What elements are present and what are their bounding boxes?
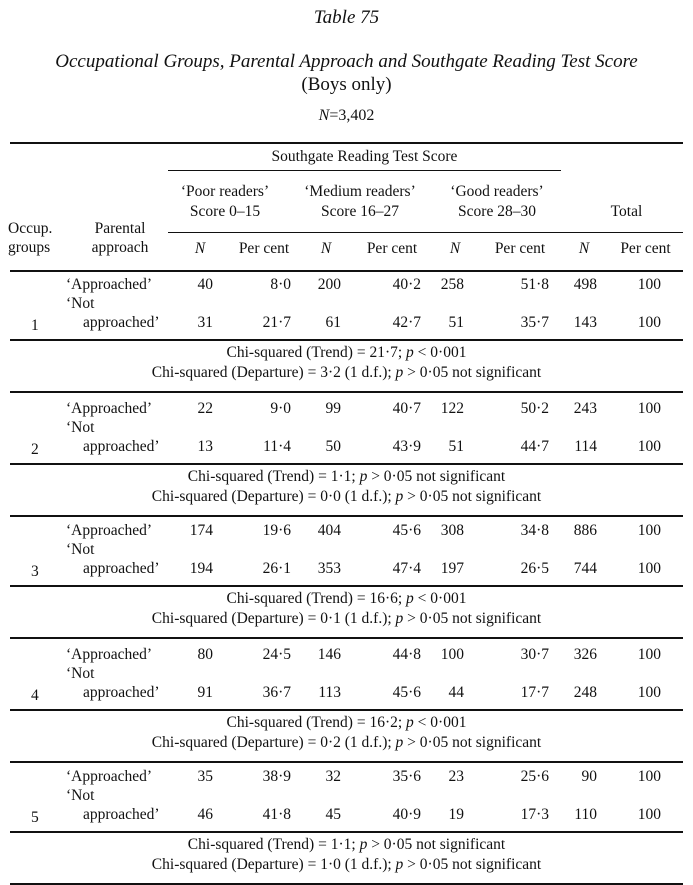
table-cell: 326 xyxy=(573,646,597,663)
table-cell: 99 xyxy=(325,400,341,417)
table-cell: 40·9 xyxy=(392,806,421,823)
table-cell: 41·8 xyxy=(262,806,291,823)
group-bottom-rule xyxy=(10,709,683,711)
table-cell: 143 xyxy=(573,314,597,331)
table-cell: 35·7 xyxy=(520,314,549,331)
table-cell: 24·5 xyxy=(262,646,291,663)
chi-squared-trend: Chi-squared (Trend) = 1·1; p > 0·05 not significant xyxy=(187,836,506,853)
header-total: Total xyxy=(610,203,643,220)
table-cell: 114 xyxy=(574,438,597,455)
chi-squared-departure: Chi-squared (Departure) = 1·0 (1 d.f.); p > 0·05 not significant xyxy=(151,856,542,873)
header-groups: groups xyxy=(8,239,51,256)
not-approached-label: ‘Not xyxy=(66,665,95,682)
table-cell: 23 xyxy=(448,768,464,785)
header-poor-n: N xyxy=(194,240,206,257)
table-cell: 40·2 xyxy=(392,276,421,293)
not-approached-label-cont: approached’ xyxy=(83,684,160,701)
table-cell: 45 xyxy=(325,806,341,823)
table-cell: 100 xyxy=(637,560,661,577)
table-cell: 50·2 xyxy=(520,400,549,417)
header-good-score: Score 28–30 xyxy=(458,203,536,220)
not-approached-label: ‘Not xyxy=(66,541,95,558)
chi-squared-departure: Chi-squared (Departure) = 0·1 (1 d.f.); p > 0·05 not significant xyxy=(151,610,542,627)
not-approached-label: ‘Not xyxy=(66,295,95,312)
not-approached-label: ‘Not xyxy=(66,419,95,436)
table-cell: 100 xyxy=(637,314,661,331)
table-cell: 110 xyxy=(574,806,597,823)
table-cell: 200 xyxy=(317,276,341,293)
group-number: 2 xyxy=(31,441,39,458)
table-cell: 22 xyxy=(197,400,213,417)
header-medium-n: N xyxy=(320,240,332,257)
table-cell: 17·7 xyxy=(520,684,549,701)
top-rule xyxy=(10,142,683,144)
header-poor-score: Score 0–15 xyxy=(189,203,261,220)
header-occup: Occup. xyxy=(8,220,53,237)
header-poor-pct: Per cent xyxy=(238,240,290,257)
table-cell: 40·7 xyxy=(392,400,421,417)
table-cell: 258 xyxy=(440,276,464,293)
table-cell: 34·8 xyxy=(520,522,549,539)
header-medium-score: Score 16–27 xyxy=(321,203,399,220)
group-bottom-rule xyxy=(10,463,683,465)
table-cell: 886 xyxy=(573,522,597,539)
not-approached-label-cont: approached’ xyxy=(83,438,160,455)
chi-squared-trend: Chi-squared (Trend) = 1·1; p > 0·05 not significant xyxy=(187,468,506,485)
table-cell: 11·4 xyxy=(263,438,291,455)
table-cell: 50 xyxy=(325,438,341,455)
group-number: 4 xyxy=(31,687,39,704)
table-cell: 13 xyxy=(197,438,213,455)
table-cell: 44·7 xyxy=(520,438,549,455)
table-cell: 45·6 xyxy=(392,522,421,539)
table-cell: 44 xyxy=(448,684,464,701)
header-total-pct: Per cent xyxy=(620,240,671,257)
header-medium-pct: Per cent xyxy=(366,240,418,257)
sample-size: N=3,402 xyxy=(318,107,375,124)
table-cell: 38·9 xyxy=(262,768,291,785)
table-cell: 174 xyxy=(189,522,213,539)
header-medium-readers: ‘Medium readers’ xyxy=(304,183,416,200)
table-cell: 51·8 xyxy=(520,276,549,293)
chi-bottom-rule xyxy=(10,637,683,639)
table-cell: 21·7 xyxy=(262,314,291,331)
table-cell: 44·8 xyxy=(392,646,421,663)
table-cell: 91 xyxy=(197,684,213,701)
chi-squared-trend: Chi-squared (Trend) = 16·6; p < 0·001 xyxy=(226,590,467,607)
table-cell: 100 xyxy=(637,768,661,785)
table-cell: 47·4 xyxy=(392,560,421,577)
group-bottom-rule xyxy=(10,339,683,341)
table-label: Table 75 xyxy=(313,7,380,28)
sub-header-rule xyxy=(168,232,683,233)
table-cell: 25·6 xyxy=(520,768,549,785)
table-cell: 404 xyxy=(317,522,341,539)
header-good-n: N xyxy=(449,240,461,257)
table-cell: 100 xyxy=(637,646,661,663)
approached-label: ‘Approached’ xyxy=(66,768,153,785)
chi-bottom-rule xyxy=(10,761,683,763)
chi-bottom-rule xyxy=(10,391,683,393)
table-cell: 46 xyxy=(197,806,213,823)
table-subtitle: (Boys only) xyxy=(301,74,392,95)
table-cell: 42·7 xyxy=(392,314,421,331)
table-cell: 194 xyxy=(189,560,213,577)
table-cell: 26·1 xyxy=(262,560,291,577)
table-cell: 113 xyxy=(318,684,341,701)
header-bottom-rule xyxy=(10,270,683,272)
approached-label: ‘Approached’ xyxy=(66,522,153,539)
table-cell: 248 xyxy=(573,684,597,701)
table-cell: 31 xyxy=(197,314,213,331)
table-cell: 80 xyxy=(197,646,213,663)
approached-label: ‘Approached’ xyxy=(66,646,153,663)
table-cell: 146 xyxy=(317,646,341,663)
table-cell: 30·7 xyxy=(520,646,549,663)
table-cell: 26·5 xyxy=(520,560,549,577)
not-approached-label-cont: approached’ xyxy=(83,560,160,577)
not-approached-label-cont: approached’ xyxy=(83,314,160,331)
table-cell: 243 xyxy=(573,400,597,417)
table-cell: 9·0 xyxy=(270,400,291,417)
table-cell: 90 xyxy=(581,768,597,785)
group-bottom-rule xyxy=(10,831,683,833)
table-cell: 100 xyxy=(637,400,661,417)
table-cell: 40 xyxy=(197,276,213,293)
table-cell: 744 xyxy=(573,560,597,577)
chi-squared-departure: Chi-squared (Departure) = 3·2 (1 d.f.); p > 0·05 not significant xyxy=(151,364,542,381)
table-cell: 100 xyxy=(440,646,464,663)
not-approached-label: ‘Not xyxy=(66,787,95,804)
table-cell: 35·6 xyxy=(392,768,421,785)
table-cell: 36·7 xyxy=(262,684,291,701)
table-cell: 100 xyxy=(637,276,661,293)
chi-squared-trend: Chi-squared (Trend) = 21·7; p < 0·001 xyxy=(226,344,467,361)
chi-squared-departure: Chi-squared (Departure) = 0·2 (1 d.f.); p > 0·05 not significant xyxy=(151,734,542,751)
table-cell: 353 xyxy=(317,560,341,577)
table-cell: 100 xyxy=(637,806,661,823)
table-cell: 51 xyxy=(448,314,464,331)
header-parental: Parental xyxy=(94,220,146,237)
group-number: 5 xyxy=(31,809,39,826)
header-total-n: N xyxy=(578,240,590,257)
not-approached-label-cont: approached’ xyxy=(83,806,160,823)
super-header-rule xyxy=(168,170,561,171)
table-cell: 51 xyxy=(448,438,464,455)
group-number: 3 xyxy=(31,563,39,580)
table-cell: 19 xyxy=(448,806,464,823)
header-poor-readers: ‘Poor readers’ xyxy=(180,183,270,200)
chi-squared-departure: Chi-squared (Departure) = 0·0 (1 d.f.); p > 0·05 not significant xyxy=(151,488,542,505)
header-approach: approach xyxy=(91,239,149,256)
table-cell: 122 xyxy=(440,400,464,417)
table-cell: 498 xyxy=(573,276,597,293)
header-good-readers: ‘Good readers’ xyxy=(450,183,544,200)
table-cell: 8·0 xyxy=(270,276,291,293)
table-cell: 100 xyxy=(637,522,661,539)
table-cell: 45·6 xyxy=(392,684,421,701)
chi-bottom-rule xyxy=(10,515,683,517)
table-cell: 100 xyxy=(637,438,661,455)
header-good-pct: Per cent xyxy=(494,240,546,257)
table-cell: 43·9 xyxy=(392,438,421,455)
table-cell: 100 xyxy=(637,684,661,701)
group-bottom-rule xyxy=(10,585,683,587)
table-cell: 61 xyxy=(325,314,341,331)
chi-squared-trend: Chi-squared (Trend) = 16·2; p < 0·001 xyxy=(226,714,467,731)
table-cell: 19·6 xyxy=(262,522,291,539)
table-cell: 32 xyxy=(325,768,341,785)
header-southgate: Southgate Reading Test Score xyxy=(271,148,458,165)
table-cell: 17·3 xyxy=(520,806,549,823)
table-cell: 35 xyxy=(197,768,213,785)
table-title: Occupational Groups, Parental Approach and Southgate Reading Test Score xyxy=(55,51,638,72)
approached-label: ‘Approached’ xyxy=(66,276,153,293)
table-cell: 197 xyxy=(440,560,464,577)
approached-label: ‘Approached’ xyxy=(66,400,153,417)
table-cell: 308 xyxy=(440,522,464,539)
group-number: 1 xyxy=(31,317,39,334)
